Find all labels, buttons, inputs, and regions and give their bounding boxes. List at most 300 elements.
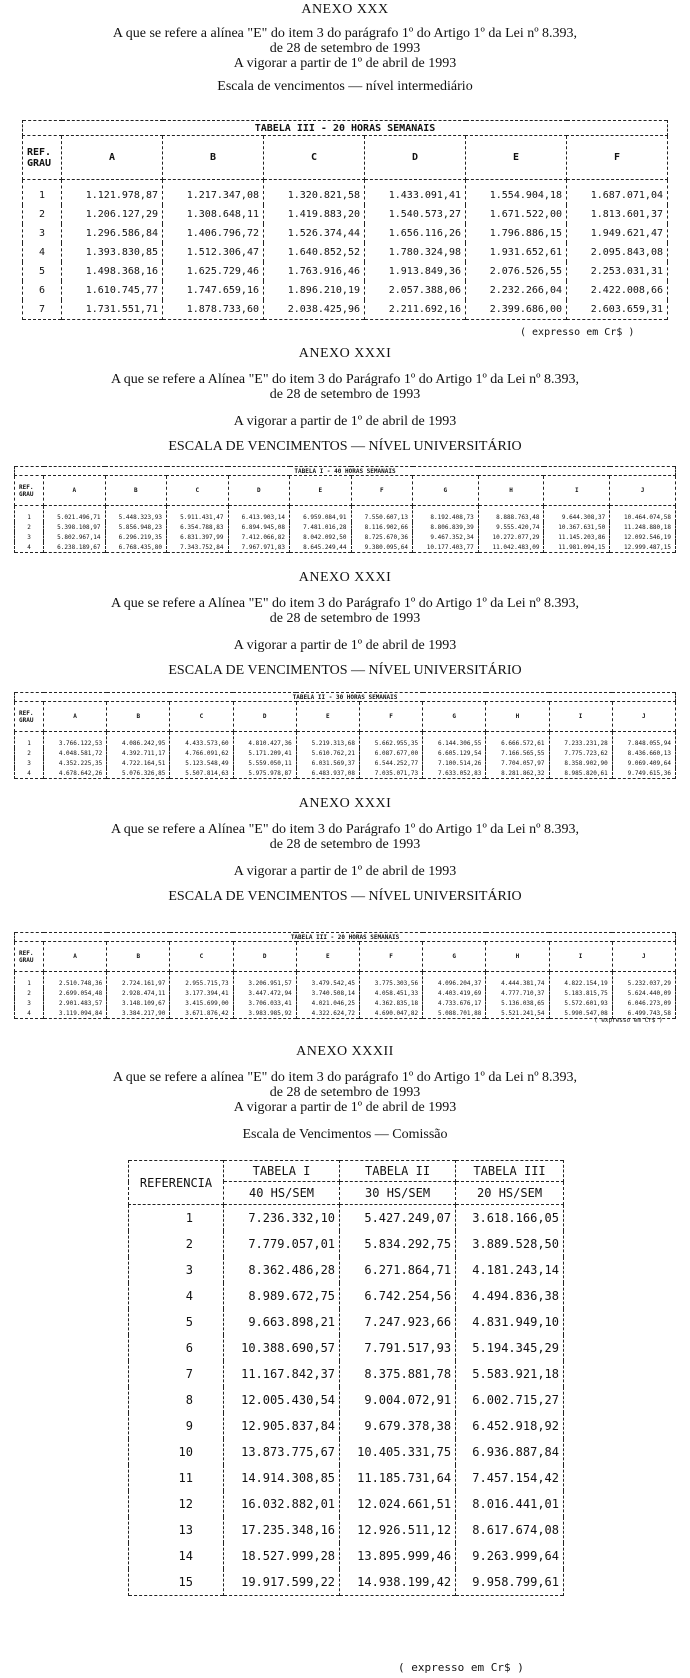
table-cell: 7.550.607,13 <box>351 506 413 523</box>
table-row <box>129 1205 564 1232</box>
col-header-tabela-iii: TABELA III <box>456 1161 564 1182</box>
table-cell: 1.796.886,15 <box>466 224 567 243</box>
table-cell: 5.171.209,41 <box>233 748 296 758</box>
table-cell: 8.116.902,66 <box>351 522 413 532</box>
table-row <box>23 205 668 224</box>
table-cell: 6.831.397,99 <box>167 532 229 542</box>
row-ref: 4 <box>23 243 62 262</box>
table-cell: 12.092.546,19 <box>610 532 676 542</box>
table-cell: 1.731.551,71 <box>62 300 163 320</box>
table-cell: 1.913.849,36 <box>365 262 466 281</box>
salary-table <box>14 692 676 779</box>
table-cell: 8.375.881,78 <box>340 1361 456 1387</box>
salary-table <box>14 466 676 553</box>
column-header-h: H <box>486 942 549 972</box>
col-header-tabela-ii: TABELA II <box>340 1161 456 1182</box>
table-cell: 7.233.231,28 <box>549 732 612 749</box>
row-ref: 3 <box>15 532 44 542</box>
table-cell: 9.958.799,61 <box>456 1569 564 1596</box>
table-cell: 11.981.094,15 <box>544 542 610 553</box>
row-ref: 2 <box>15 988 44 998</box>
table-cell: 4.777.710,37 <box>486 988 549 998</box>
table-cell: 17.235.348,16 <box>224 1517 340 1543</box>
column-header-c: C <box>264 136 365 180</box>
table-cell: 2.399.686,00 <box>466 300 567 320</box>
table-cell: 13.873.775,67 <box>224 1439 340 1465</box>
row-ref: 13 <box>129 1517 224 1543</box>
table-cell: 3.775.303,56 <box>359 972 422 989</box>
row-ref: 2 <box>15 522 44 532</box>
table-cell: 5.448.323,93 <box>105 506 167 523</box>
col-subheader-40h: 40 HS/SEM <box>224 1182 340 1205</box>
annex-title: ANEXO XXXI <box>298 570 392 585</box>
table-row <box>129 1283 564 1309</box>
table-cell: 6.894.945,08 <box>228 522 290 532</box>
table-cell: 11.167.842,37 <box>224 1361 340 1387</box>
table-cell: 1.419.883,20 <box>264 205 365 224</box>
table-cell: 1.308.648,11 <box>163 205 264 224</box>
table-cell: 6.413.903,14 <box>228 506 290 523</box>
table-cell: 6.499.743,58 <box>612 1008 675 1019</box>
table-caption: TABELA I - 40 HORAS SEMANAIS <box>15 467 676 476</box>
table-row <box>15 532 676 542</box>
row-ref: 1 <box>15 732 44 749</box>
table-cell: 5.662.955,35 <box>359 732 422 749</box>
table-cell: 6.742.254,56 <box>340 1283 456 1309</box>
currency-footnote: ( expresso em Cr$ ) <box>398 1661 524 1674</box>
table-cell: 4.048.581,72 <box>44 748 107 758</box>
table-cell: 7.481.016,28 <box>290 522 352 532</box>
annex-30-header <box>0 2 690 94</box>
column-header-i: I <box>549 942 612 972</box>
row-ref: 15 <box>129 1569 224 1596</box>
table-cell: 2.901.483,57 <box>44 998 107 1008</box>
table-cell: 4.352.225,35 <box>44 758 107 768</box>
table-row <box>129 1257 564 1283</box>
table-cell: 7.166.565,55 <box>486 748 549 758</box>
scale-title: ESCALA DE VENCIMENTOS — NÍVEL UNIVERSITÁRIO <box>168 663 522 678</box>
table-cell: 5.521.241,54 <box>486 1008 549 1019</box>
table-cell: 3.415.699,00 <box>170 998 233 1008</box>
table-cell: 4.722.164,51 <box>107 758 170 768</box>
column-header-g: G <box>423 702 486 732</box>
scale-title: Escala de vencimentos — nível intermediário <box>217 79 473 94</box>
table-cell: 14.938.199,42 <box>340 1569 456 1596</box>
column-header-i: I <box>544 476 610 506</box>
column-header-b: B <box>107 942 170 972</box>
table-cell: 12.005.430,54 <box>224 1387 340 1413</box>
col-header-tabela-i: TABELA I <box>224 1161 340 1182</box>
table-cell: 2.422.008,66 <box>567 281 668 300</box>
annex-effective-line: A vigorar a partir de 1º de abril de 1993 <box>233 414 457 429</box>
table-cell: 2.928.474,11 <box>107 988 170 998</box>
table-cell: 12.024.661,51 <box>340 1491 456 1517</box>
table-cell: 8.989.672,75 <box>224 1283 340 1309</box>
table-cell: 1.217.347,08 <box>163 180 264 206</box>
table-row <box>129 1309 564 1335</box>
table-cell: 6.666.572,61 <box>486 732 549 749</box>
table-cell: 5.136.038,65 <box>486 998 549 1008</box>
row-ref: 3 <box>129 1257 224 1283</box>
row-ref: 3 <box>15 998 44 1008</box>
table-cell: 5.802.967,14 <box>44 532 106 542</box>
row-ref: 12 <box>129 1491 224 1517</box>
row-ref: 10 <box>129 1439 224 1465</box>
table-cell: 1.813.601,37 <box>567 205 668 224</box>
table-row <box>15 998 676 1008</box>
table-cell: 10.464.074,58 <box>610 506 676 523</box>
table-row <box>129 1413 564 1439</box>
table-cell: 2.253.031,31 <box>567 262 668 281</box>
table-cell: 2.724.161,97 <box>107 972 170 989</box>
table-cell: 5.559.050,11 <box>233 758 296 768</box>
col-subheader-30h: 30 HS/SEM <box>340 1182 456 1205</box>
table-cell: 11.042.483,09 <box>478 542 544 553</box>
table-cell: 4.810.427,36 <box>233 732 296 749</box>
table-cell: 7.848.055,94 <box>612 732 675 749</box>
table-cell: 8.436.660,13 <box>612 748 675 758</box>
table-row <box>15 758 676 768</box>
table-cell: 4.392.711,17 <box>107 748 170 758</box>
table-row <box>23 243 668 262</box>
column-header-d: D <box>228 476 290 506</box>
table-cell: 9.679.378,38 <box>340 1413 456 1439</box>
table-cell: 1.554.904,18 <box>466 180 567 206</box>
table-cell: 1.540.573,27 <box>365 205 466 224</box>
table-cell: 6.087.677,00 <box>359 748 422 758</box>
table-cell: 2.955.715,73 <box>170 972 233 989</box>
column-header-b: B <box>105 476 167 506</box>
ref-grau-header: REF. GRAU <box>23 136 62 180</box>
table-row <box>129 1387 564 1413</box>
table-cell: 5.834.292,75 <box>340 1231 456 1257</box>
table-cell: 8.362.486,28 <box>224 1257 340 1283</box>
row-ref: 4 <box>15 1008 44 1019</box>
row-ref: 1 <box>23 180 62 206</box>
column-header-f: F <box>351 476 413 506</box>
annex-date-line: de 28 de setembro de 1993 <box>269 41 421 56</box>
table-caption: TABELA III - 20 HORAS SEMANAIS <box>15 933 676 942</box>
table-row <box>15 732 676 749</box>
annex-effective-line: A vigorar a partir de 1º de abril de 1993 <box>233 864 457 879</box>
scale-title: ESCALA DE VENCIMENTOS — NÍVEL UNIVERSITÁRIO <box>168 889 522 904</box>
table-cell: 4.362.835,18 <box>359 998 422 1008</box>
row-ref: 2 <box>23 205 62 224</box>
table-cell: 5.123.548,49 <box>170 758 233 768</box>
table-cell: 5.194.345,29 <box>456 1335 564 1361</box>
scale-title: ESCALA DE VENCIMENTOS — NÍVEL UNIVERSITÁRIO <box>168 439 522 454</box>
table-row <box>129 1491 564 1517</box>
table-row <box>129 1465 564 1491</box>
commission-table <box>128 1160 564 1596</box>
table-cell: 5.219.313,68 <box>296 732 359 749</box>
table-cell: 8.645.249,44 <box>290 542 352 553</box>
column-header-a: A <box>62 136 163 180</box>
table-cell: 1.610.745,77 <box>62 281 163 300</box>
table-cell: 5.624.440,09 <box>612 988 675 998</box>
ref-column-header: REFERENCIA <box>129 1161 224 1205</box>
table-cell: 4.678.642,26 <box>44 768 107 779</box>
table-cell: 1.878.733,60 <box>163 300 264 320</box>
table-cell: 1.949.621,47 <box>567 224 668 243</box>
annex-date-line: de 28 de setembro de 1993 <box>269 387 421 402</box>
column-header-d: D <box>233 702 296 732</box>
table-cell: 6.354.788,83 <box>167 522 229 532</box>
table-cell: 9.555.420,74 <box>478 522 544 532</box>
annex-date-line: de 28 de setembro de 1993 <box>269 837 421 852</box>
table-cell: 4.322.624,72 <box>296 1008 359 1019</box>
table-cell: 1.656.116,26 <box>365 224 466 243</box>
row-ref: 4 <box>129 1283 224 1309</box>
table-cell: 5.021.496,71 <box>44 506 106 523</box>
table-cell: 12.999.487,15 <box>610 542 676 553</box>
currency-footnote: ( expresso em Cr$ ) <box>594 1017 663 1024</box>
ref-grau-header: REF. GRAU <box>15 942 44 972</box>
table-cell: 1.512.306,47 <box>163 243 264 262</box>
table-cell: 2.232.266,04 <box>466 281 567 300</box>
table-cell: 10.405.331,75 <box>340 1439 456 1465</box>
column-header-g: G <box>413 476 479 506</box>
row-ref: 7 <box>23 300 62 320</box>
table-row <box>15 768 676 779</box>
table-cell: 3.889.528,50 <box>456 1231 564 1257</box>
table-cell: 1.931.652,61 <box>466 243 567 262</box>
table-cell: 3.618.166,05 <box>456 1205 564 1232</box>
table-cell: 5.398.108,97 <box>44 522 106 532</box>
table-cell: 7.779.057,01 <box>224 1231 340 1257</box>
row-ref: 3 <box>15 758 44 768</box>
table-row <box>129 1569 564 1596</box>
table-cell: 1.747.659,16 <box>163 281 264 300</box>
table-cell: 1.687.071,04 <box>567 180 668 206</box>
table-cell: 3.740.508,14 <box>296 988 359 998</box>
table-cell: 4.433.573,60 <box>170 732 233 749</box>
row-ref: 2 <box>15 748 44 758</box>
salary-table <box>22 120 668 320</box>
table-cell: 5.572.601,93 <box>549 998 612 1008</box>
table-cell: 7.100.514,26 <box>423 758 486 768</box>
table-cell: 5.088.701,88 <box>423 1008 486 1019</box>
row-ref: 8 <box>129 1387 224 1413</box>
column-header-b: B <box>163 136 264 180</box>
table-cell: 3.447.472,94 <box>233 988 296 998</box>
table-cell: 7.704.057,97 <box>486 758 549 768</box>
row-ref: 11 <box>129 1465 224 1491</box>
annex-date-line: de 28 de setembro de 1993 <box>269 1085 421 1100</box>
table-cell: 7.412.066,82 <box>228 532 290 542</box>
row-ref: 7 <box>129 1361 224 1387</box>
table-row <box>15 542 676 553</box>
row-ref: 4 <box>15 542 44 553</box>
table-row <box>23 262 668 281</box>
table-cell: 7.633.052,83 <box>423 768 486 779</box>
table-cell: 2.076.526,55 <box>466 262 567 281</box>
table-cell: 4.058.451,33 <box>359 988 422 998</box>
table-cell: 11.145.203,86 <box>544 532 610 542</box>
table-row <box>129 1361 564 1387</box>
table-cell: 19.917.599,22 <box>224 1569 340 1596</box>
table-cell: 1.393.830,85 <box>62 243 163 262</box>
table-cell: 4.021.046,25 <box>296 998 359 1008</box>
table-cell: 8.192.408,73 <box>413 506 479 523</box>
table-cell: 7.236.332,10 <box>224 1205 340 1232</box>
annex-31c-header <box>0 796 690 904</box>
table-cell: 5.911.431,47 <box>167 506 229 523</box>
salary-table <box>14 932 676 1019</box>
column-header-j: J <box>612 702 675 732</box>
table-cell: 6.544.252,77 <box>359 758 422 768</box>
table-cell: 5.975.978,87 <box>233 768 296 779</box>
table-cell: 6.271.864,71 <box>340 1257 456 1283</box>
row-ref: 6 <box>23 281 62 300</box>
table-cell: 1.640.852,52 <box>264 243 365 262</box>
col-subheader-20h: 20 HS/SEM <box>456 1182 564 1205</box>
table-cell: 9.263.999,64 <box>456 1543 564 1569</box>
table-cell: 7.247.923,66 <box>340 1309 456 1335</box>
column-header-h: H <box>478 476 544 506</box>
table-row <box>129 1517 564 1543</box>
column-header-d: D <box>233 942 296 972</box>
table-cell: 1.625.729,46 <box>163 262 264 281</box>
table-cell: 6.483.937,08 <box>296 768 359 779</box>
column-header-f: F <box>359 702 422 732</box>
table-cell: 7.967.971,83 <box>228 542 290 553</box>
table-cell: 5.427.249,07 <box>340 1205 456 1232</box>
annex-effective-line: A vigorar a partir de 1º de abril de 1993 <box>233 1100 457 1115</box>
table-caption: TABELA II - 30 HORAS SEMANAIS <box>15 693 676 702</box>
table-row <box>15 988 676 998</box>
table-cell: 1.320.821,58 <box>264 180 365 206</box>
table-cell: 9.644.308,37 <box>544 506 610 523</box>
table-cell: 5.076.326,85 <box>107 768 170 779</box>
table-row <box>15 506 676 523</box>
table-cell: 4.096.204,37 <box>423 972 486 989</box>
table-row <box>15 1008 676 1019</box>
table-cell: 7.457.154,42 <box>456 1465 564 1491</box>
table-cell: 10.272.077,29 <box>478 532 544 542</box>
table-cell: 3.983.985,92 <box>233 1008 296 1019</box>
table-cell: 1.526.374,44 <box>264 224 365 243</box>
table-cell: 6.768.435,80 <box>105 542 167 553</box>
row-ref: 14 <box>129 1543 224 1569</box>
annex-title: ANEXO XXXI <box>298 346 392 361</box>
table-cell: 9.380.095,64 <box>351 542 413 553</box>
annex-reference-line: A que se refere a alínea "E" do item 3 do parágrafo 1º do Artigo 1º da Lei nº 8.393, <box>112 26 578 41</box>
column-header-f: F <box>567 136 668 180</box>
column-header-j: J <box>610 476 676 506</box>
table-row <box>129 1231 564 1257</box>
table-row <box>23 300 668 320</box>
table-cell: 13.895.999,46 <box>340 1543 456 1569</box>
table-cell: 3.148.109,67 <box>107 998 170 1008</box>
column-header-g: G <box>423 942 486 972</box>
table-cell: 1.406.796,72 <box>163 224 264 243</box>
row-ref: 5 <box>129 1309 224 1335</box>
table-cell: 2.057.388,06 <box>365 281 466 300</box>
table-cell: 3.119.094,84 <box>44 1008 107 1019</box>
annex-31b-header <box>0 570 690 678</box>
annex-effective-line: A vigorar a partir de 1º de abril de 1993 <box>233 56 457 71</box>
table-cell: 6.296.219,35 <box>105 532 167 542</box>
annex-title: ANEXO XXXI <box>298 796 392 811</box>
table-row <box>15 972 676 989</box>
table-cell: 3.766.122,53 <box>44 732 107 749</box>
annex-32-header <box>0 1044 690 1142</box>
table-cell: 9.069.409,64 <box>612 758 675 768</box>
table-cell: 14.914.308,85 <box>224 1465 340 1491</box>
column-header-d: D <box>365 136 466 180</box>
table-cell: 6.936.887,84 <box>456 1439 564 1465</box>
table-caption: TABELA III - 20 HORAS SEMANAIS <box>23 121 668 136</box>
table-cell: 9.749.615,36 <box>612 768 675 779</box>
table-cell: 4.766.091,62 <box>170 748 233 758</box>
table-cell: 6.452.918,92 <box>456 1413 564 1439</box>
column-header-f: F <box>359 942 422 972</box>
table-row <box>15 748 676 758</box>
table-cell: 8.016.441,01 <box>456 1491 564 1517</box>
table-cell: 6.031.569,37 <box>296 758 359 768</box>
annex-31a-header <box>0 346 690 454</box>
table-cell: 2.603.659,31 <box>567 300 668 320</box>
ref-grau-header: REF. GRAU <box>15 476 44 506</box>
column-header-i: I <box>549 702 612 732</box>
column-header-b: B <box>107 702 170 732</box>
annex-date-line: de 28 de setembro de 1993 <box>269 611 421 626</box>
table-cell: 4.831.949,10 <box>456 1309 564 1335</box>
table-row <box>23 180 668 206</box>
table-cell: 3.671.876,42 <box>170 1008 233 1019</box>
table-cell: 2.510.748,36 <box>44 972 107 989</box>
table-cell: 1.206.127,29 <box>62 205 163 224</box>
row-ref: 1 <box>15 506 44 523</box>
table-cell: 2.038.425,96 <box>264 300 365 320</box>
table-cell: 4.733.676,17 <box>423 998 486 1008</box>
ref-grau-header: REF. GRAU <box>15 702 44 732</box>
row-ref: 4 <box>15 768 44 779</box>
column-header-e: E <box>296 942 359 972</box>
table-cell: 16.032.882,01 <box>224 1491 340 1517</box>
table-cell: 3.706.033,41 <box>233 998 296 1008</box>
table-cell: 5.990.547,08 <box>549 1008 612 1019</box>
annex-reference-line: A que se refere a alínea "E" do item 3 do parágrafo 1º do Artigo 1º da Lei nº 8.393, <box>112 1070 578 1085</box>
table-cell: 6.144.306,55 <box>423 732 486 749</box>
table-cell: 6.046.273,09 <box>612 998 675 1008</box>
table-cell: 1.780.324,98 <box>365 243 466 262</box>
table-cell: 7.775.723,62 <box>549 748 612 758</box>
table-cell: 3.177.394,41 <box>170 988 233 998</box>
table-cell: 5.583.921,18 <box>456 1361 564 1387</box>
table-cell: 5.232.037,29 <box>612 972 675 989</box>
table-cell: 2.699.054,48 <box>44 988 107 998</box>
row-ref: 9 <box>129 1413 224 1439</box>
table-cell: 4.822.154,19 <box>549 972 612 989</box>
table-cell: 4.403.419,69 <box>423 988 486 998</box>
table-cell: 4.444.381,74 <box>486 972 549 989</box>
table-cell: 1.671.522,00 <box>466 205 567 224</box>
currency-footnote: ( expresso em Cr$ ) <box>520 327 635 338</box>
table-cell: 6.959.084,91 <box>290 506 352 523</box>
column-header-a: A <box>44 702 107 732</box>
table-row <box>129 1335 564 1361</box>
table-cell: 6.002.715,27 <box>456 1387 564 1413</box>
column-header-j: J <box>612 942 675 972</box>
table-cell: 7.035.071,73 <box>359 768 422 779</box>
table-cell: 8.806.839,39 <box>413 522 479 532</box>
table-cell: 7.791.517,93 <box>340 1335 456 1361</box>
table-cell: 2.211.692,16 <box>365 300 466 320</box>
annex-title: ANEXO XXX <box>301 2 389 17</box>
table-row <box>23 281 668 300</box>
